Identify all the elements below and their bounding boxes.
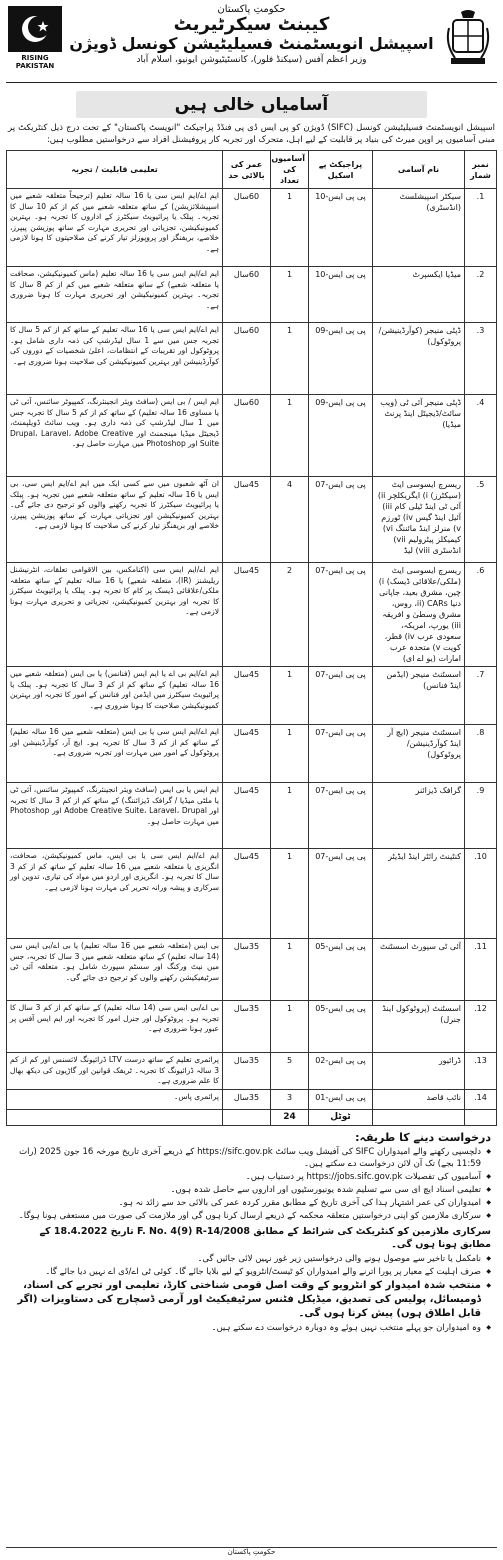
row-qualification: ایم اے/ایم ایس سی یا 16 سالہ تعلیم (ماس کمیونیکیشن، صحافت یا متعلقہ شعبے) کے ساتھ متعلقہ شعبے میں کم از کم 8 سال کا تجربہ۔ بہترین کمیونیکیشن اور تحریری مہارت کا ہونا ضروری ہے۔ [7,267,223,323]
division-title: اسپیشل انویسٹمنٹ فسیلیٹیشن کونسل ڈویژن [69,34,434,53]
table-row [7,783,497,849]
table-row [7,1053,497,1090]
row-qualification: ایم اے/ایم ایس سی یا بی ایس، ماس کمیونیکیشن، صحافت، انگریزی یا متعلقہ شعبے میں 16 سالہ تعلیم کے ساتھ کم از کم 3 سال کا تجربہ ہو۔ انگریزی اور اردو میں مواد کی تیاری، تدوین اور سرکاری و پیشہ ورانہ تحریر کی مہارت ہونا لازمی ہے۔ [7,849,223,939]
row-no: 8. [465,725,497,783]
table-row [7,477,497,563]
row-scale: پی پی ایس-07 [309,849,373,939]
row-qualification: ایم ایس / بی ایس (سافٹ ویئر انجینئرنگ، کمپیوٹر سائنس، آئی ٹی یا مساوی 16 سالہ تعلیم) کے ساتھ کم از کم 5 سال کا تجربہ جس میں 1 سال لیڈرشپ کی ذمہ داری ہو۔ ویب سائٹ ڈویلپمنٹ، ڈیجیٹل میڈیا مینجمنٹ اور Drupal، Laravel، Adobe Creative Suite اور Photoshop میں مہارت حاصل ہو۔ [7,395,223,477]
row-title: میڈیا ایکسپرٹ [373,267,465,323]
row-count: 1 [271,395,309,477]
total-blank-qual [7,1109,223,1125]
row-count: 1 [271,667,309,725]
table-row [7,849,497,939]
total-label: ٹوٹل [309,1109,373,1125]
table-header-row [7,151,497,189]
row-age: 45سال [223,849,271,939]
row-count: 1 [271,725,309,783]
gov-label: حکومتِ پاکستان [217,4,286,15]
row-age: 60سال [223,267,271,323]
row-scale: پی پی ایس-07 [309,725,373,783]
row-scale: پی پی ایس-07 [309,783,373,849]
row-no: 9. [465,783,497,849]
rising-pakistan-logo [8,6,62,76]
row-qualification: بی ایس (متعلقہ شعبے میں 16 سالہ تعلیم) یا بی اے/بی ایس سی (14 سالہ تعلیم) کے ساتھ متعلقہ شعبے میں 3 سال کا تجربہ، جس میں نیٹ ورکنگ اور سسٹم سپورٹ شامل ہو۔ متعلقہ آئی ٹی سرٹیفیکیشن رکھنے والوں کو ترجیح دی جائے گی۔ [7,939,223,1001]
row-count: 5 [271,1053,309,1090]
list-item: ◆ نامکمل یا تاخیر سے موصول ہونے والی درخواستیں زیر غور نہیں لائی جائیں گی۔ [12,1253,491,1265]
header-no: نمبر شمار [465,151,497,189]
row-scale: پی پی ایس-07 [309,667,373,725]
row-age: 35سال [223,1089,271,1109]
row-title: کنٹینٹ رائٹر اینڈ ایڈیٹر [373,849,465,939]
row-no: 6. [465,563,497,667]
header-qualification: تعلیمی قابلیت / تجربہ [7,151,223,189]
row-no: 10. [465,849,497,939]
list-item: ◆ تعلیمی اسناد ایچ ای سی سے تسلیم شدہ یونیورسٹیوں اور اداروں سے حاصل شدہ ہوں۔ [12,1184,491,1196]
header-title: نام آسامی [373,151,465,189]
list-item: ◆ آسامیوں کی تفصیلات https://jobs.sifc.gov.pk پر دستیاب ہیں۔ [12,1171,491,1183]
row-title: سیکٹر اسپیشلسٹ (انڈسٹری) [373,189,465,267]
row-no: 11. [465,939,497,1001]
row-title: اسسٹنٹ (پروٹوکول اینڈ جنرل) [373,1001,465,1053]
total-blank-age [223,1109,271,1125]
govt-employees-note: سرکاری ملازمین کو کنٹریکٹ کی شرائط کے مطابق F. No. 4(9) R-14/2008 تاریخ 18.4.2022 کے مطابق ہونا ہوں گی۔ [39,1225,491,1250]
row-qualification: پرائمری پاس۔ [7,1089,223,1109]
row-scale: پی پی ایس-07 [309,477,373,563]
table-row [7,563,497,667]
table-row [7,395,497,477]
row-title: ڈرائیور [373,1053,465,1090]
row-scale: پی پی ایس-07 [309,563,373,667]
row-age: 35سال [223,1053,271,1090]
state-emblem-icon [443,8,493,68]
row-title: ریسرچ ایسوسی ایٹ (ملکی/علاقائی ڈیسک) i) چین، مشرق بعید، جاپانی دنیا ii) CARs، روس، مشرق وسطیٰ و افریقہ iii) یورپ، امریکہ، سعودی عرب iv) قطر، کویت v) متحدہ عرب امارات (یو اے ای) [373,563,465,667]
notes-list [6,1253,497,1334]
row-count: 2 [271,563,309,667]
how-to-apply-list [6,1146,497,1222]
row-age: 45سال [223,667,271,725]
row-title: ریسرچ ایسوسی ایٹ (سیکٹرز) i) ایگریکلچر ii) آئی ٹی اینڈ ٹیلی کام iii) آئیل اینڈ گیس iv) ٹورزم v) منرلز اینڈ مائننگ vi) کیمیکلز پیٹرولیم vii) انڈسٹری viii) لیڈ [373,477,465,563]
row-scale: پی پی ایس-05 [309,939,373,1001]
row-qualification: ایم ایس یا بی ایس (سافٹ ویئر انجینئرنگ، کمپیوٹر سائنس، آئی ٹی یا ملٹی میڈیا / گرافک ڈیزائننگ) کے ساتھ کم از کم 3 سال کا تجربہ اور Adobe Creative Suite، Laravel، Drupal اور Photoshop میں مہارت حاصل ہو۔ [7,783,223,849]
office-address: وزیر اعظم آفس (سیکنڈ فلور)، کانسٹیٹیوشن ایونیو، اسلام آباد [136,55,367,65]
row-qualification: بی اے/بی ایس سی (14 سالہ تعلیم) کے ساتھ کم از کم 3 سال کا تجربہ ہو۔ پروٹوکول اور جنرل امور کا تجربہ اور ایم ایس آفس پر عبور ہونا ضروری ہے۔ [7,1001,223,1053]
total-blank-no [465,1109,497,1125]
footer: حکومتِ پاکستان [6,1547,497,1558]
row-no: 2. [465,267,497,323]
total-blank-title [373,1109,465,1125]
list-item: ◆ منتخب شدہ امیدوار کو انٹرویو کے وقت اصل قومی شناختی کارڈ، تعلیمی اور تجربے کی اسناد، ڈومیسائل، پولیس کی تصدیق، میڈیکل فٹنس سرٹیفیکیٹ اور آرمی ڈسچارج کی دستاویزات (اگر قابل اطلاق ہوں) پیش کرنا ہوں گی۔ [12,1279,491,1321]
table-row [7,189,497,267]
row-no: 14. [465,1089,497,1109]
list-item: ◆ امیدواران کی عمر اشتہار ہذا کی آخری تاریخ کے مطابق مقرر کردہ عمر کی بالائی حد سے زائد نہ ہو۔ [12,1197,491,1209]
row-count: 1 [271,1001,309,1053]
row-age: 45سال [223,725,271,783]
row-qualification: ایم اے/ایم ایس سی یا بی ایس (متعلقہ شعبے میں 16 سالہ تعلیم) کے ساتھ کم از کم 3 سال کا تجربہ ہو۔ ایچ آر، کوآرڈینیشن اور پروٹوکول کے امور میں مہارت اور تجربہ ضروری ہے۔ [7,725,223,783]
header-scale: پراجیکٹ پے اسکیل [309,151,373,189]
row-no: 3. [465,323,497,395]
row-count: 3 [271,1089,309,1109]
total-value: 24 [271,1109,309,1125]
row-no: 12. [465,1001,497,1053]
row-title: ڈپٹی منیجر (کوآرڈینیشن/پروٹوکول) [373,323,465,395]
crescent-star-icon [8,6,62,52]
table-row [7,667,497,725]
row-no: 5. [465,477,497,563]
header-age: عمر کی بالائی حد [223,151,271,189]
list-item: ◆ دلچسپی رکھنے والے امیدواران SIFC کی آفیشل ویب سائٹ https://sifc.gov.pk کے ذریعے آخری تاریخ مورخہ 16 جون 2025 (رات 11:59 بجے) تک آن لائن درخواست دے سکتے ہیں۔ [12,1146,491,1170]
row-no: 13. [465,1053,497,1090]
cabinet-secretariat-title: کیبنٹ سیکرٹیریٹ [173,14,330,35]
list-item: ◆ صرف اہلیت کے معیار پر پورا اترنے والے امیدواران کو ٹیسٹ/انٹرویو کے لیے بلایا جائے گا۔ کوئی ٹی اے/ڈی اے نہیں دیا جائے گا۔ [12,1266,491,1278]
row-age: 60سال [223,323,271,395]
row-count: 4 [271,477,309,563]
row-scale: پی پی ایس-09 [309,323,373,395]
row-title: اسسٹنٹ منیجر (ایچ آر اینڈ کوآرڈینیشن/پروٹوکول) [373,725,465,783]
vacancies-table [6,150,497,1126]
table-row [7,1089,497,1109]
row-scale: پی پی ایس-02 [309,1053,373,1090]
row-count: 1 [271,189,309,267]
row-count: 1 [271,849,309,939]
list-item: ◆ وہ امیدواران جو پہلے منتخب نہیں ہوئے وہ دوبارہ درخواست دے سکتے ہیں۔ [12,1322,491,1334]
table-row [7,267,497,323]
row-title: نائب قاصد [373,1089,465,1109]
row-count: 1 [271,783,309,849]
table-row [7,725,497,783]
header [6,4,497,83]
how-to-apply-title: درخواست دینے کا طریقہ: [355,1130,491,1144]
logo-text: RISING PAKISTAN [15,54,55,70]
row-title: اسسٹنٹ منیجر (ایڈمن اینڈ فنانس) [373,667,465,725]
row-scale: پی پی ایس-10 [309,189,373,267]
header-titles [66,4,437,65]
row-no: 7. [465,667,497,725]
row-age: 45سال [223,563,271,667]
table-row [7,323,497,395]
row-title: گرافک ڈیزائنر [373,783,465,849]
row-qualification: ایم اے/ایم بی اے یا ایم ایس (فنانس) یا بی ایس (متعلقہ شعبے میں 16 سالہ تعلیم) کے ساتھ کم از کم 3 سال کا تجربہ ہو۔ پبلک یا پرائیویٹ سیکٹرز میں ایڈمن اور فنانس کے امور کا تجربہ اور بہترین کمیونیکیشن صلاحیت کا ہونا ضروری ہے۔ [7,667,223,725]
vacancies-banner: آسامیاں خالی ہیں [76,91,427,118]
row-qualification: ایم اے/ایم ایس سی یا 16 سالہ تعلیم کے ساتھ کم از کم 5 سال کا تجربہ جس میں سے 1 سال لیڈرشپ کی ذمہ داری شامل ہو۔ پروٹوکول اور تقریبات کے انتظامات، اعلیٰ شخصیات کے دوروں کی کوآرڈینیشن اور بہترین کمیونیکیشن کی صلاحیت ہونا ضروری ہے۔ [7,323,223,395]
row-age: 35سال [223,1001,271,1053]
row-age: 35سال [223,939,271,1001]
row-age: 45سال [223,477,271,563]
header-count: آسامیوں کی تعداد [271,151,309,189]
row-qualification: ایم اے/ایم ایس سی (اکنامکس، بین الاقوامی تعلقات، انٹرنیشنل ریلیشنز (IR)، متعلقہ شعبے) یا 16 سالہ تعلیم کے ساتھ متعلقہ ملکی/علاقائی ڈیسک پر کام کا تجربہ ہو۔ پبلک یا پرائیویٹ سیکٹرز کا تجربہ اور بہترین کمیونیکیشن، تجزیاتی و تحریری مہارت ہونا لازمی ہے۔ [7,563,223,667]
table-row [7,1001,497,1053]
row-qualification: پرائمری تعلیم کے ساتھ درست LTV ڈرائیونگ لائسنس اور کم از کم 3 سالہ ڈرائیونگ کا تجربہ۔ ٹریفک قوانین اور گاڑیوں کی دیکھ بھال کا علم ضروری ہے۔ [7,1053,223,1090]
row-title: آئی ٹی سپورٹ اسسٹنٹ [373,939,465,1001]
row-scale: پی پی ایس-05 [309,1001,373,1053]
row-qualification: ایم اے/ایم ایس سی یا 16 سالہ تعلیم (ترجیحاً متعلقہ شعبے میں اسپیشلائزیشن) کے ساتھ متعلقہ شعبے میں کم از کم 10 سال کا تجربہ۔ پبلک یا پرائیویٹ سیکٹرز کے اداروں کا تجربہ ہو۔ بہترین کمیونیکیشن، تجزیاتی اور تحریری مہارت کے ساتھ پوزیشن پیپرز، خلاصے، بریفنگز اور پروپوزلز تیار کرنے کی صلاحیتوں کا ہونا لازمی ہے۔ [7,189,223,267]
row-age: 45سال [223,783,271,849]
row-qualification: ان آٹھ شعبوں میں سے کسی ایک میں ایم اے/ایم ایس سی، بی ایس یا 16 سالہ تعلیم کے ساتھ متعلقہ شعبے میں تجربہ ہو۔ پبلک یا پرائیویٹ سیکٹرز کا تجربہ رکھنے والوں کو ترجیح دی جائے گی۔ بہترین کمیونیکیشن اور تجزیاتی مہارت کے ساتھ پوزیشن پیپرز، خلاصے اور بریفنگز تیار کرنے کی صلاحیت کا ہونا لازمی ہے۔ [7,477,223,563]
row-age: 60سال [223,189,271,267]
row-count: 1 [271,267,309,323]
row-scale: پی پی ایس-09 [309,395,373,477]
row-count: 1 [271,939,309,1001]
row-count: 1 [271,323,309,395]
list-item: ◆ سرکاری ملازمین کو اپنی درخواستیں متعلقہ محکمہ کے ذریعے ارسال کرنا ہوں گی اور ملازمت کی صورت میں مستعفی ہونا ہوگا۔ [12,1210,491,1222]
row-scale: پی پی ایس-10 [309,267,373,323]
row-scale: پی پی ایس-01 [309,1089,373,1109]
row-age: 60سال [223,395,271,477]
row-title: ڈپٹی منیجر آئی ٹی (ویب سائٹ/ڈیجیٹل اینڈ پرنٹ میڈیا) [373,395,465,477]
total-row [7,1109,497,1125]
intro-paragraph: اسپیشل انویسٹمنٹ فسیلیٹیشن کونسل (SIFC) ڈویژن کو پی ایس ڈی پی فنڈڈ پراجیکٹ "انویسٹ پاکستان" کے تحت درج ذیل کنٹریکٹ پر مبنی آسامیوں پر اوپن میرٹ کی بنیاد پر قابلیت کے لیے اہل، متحرک اور تجربہ کار پروفیشنل افراد سے درخواستیں مطلوب ہیں: [8,123,495,145]
table-row [7,939,497,1001]
row-no: 4. [465,395,497,477]
row-no: 1. [465,189,497,267]
